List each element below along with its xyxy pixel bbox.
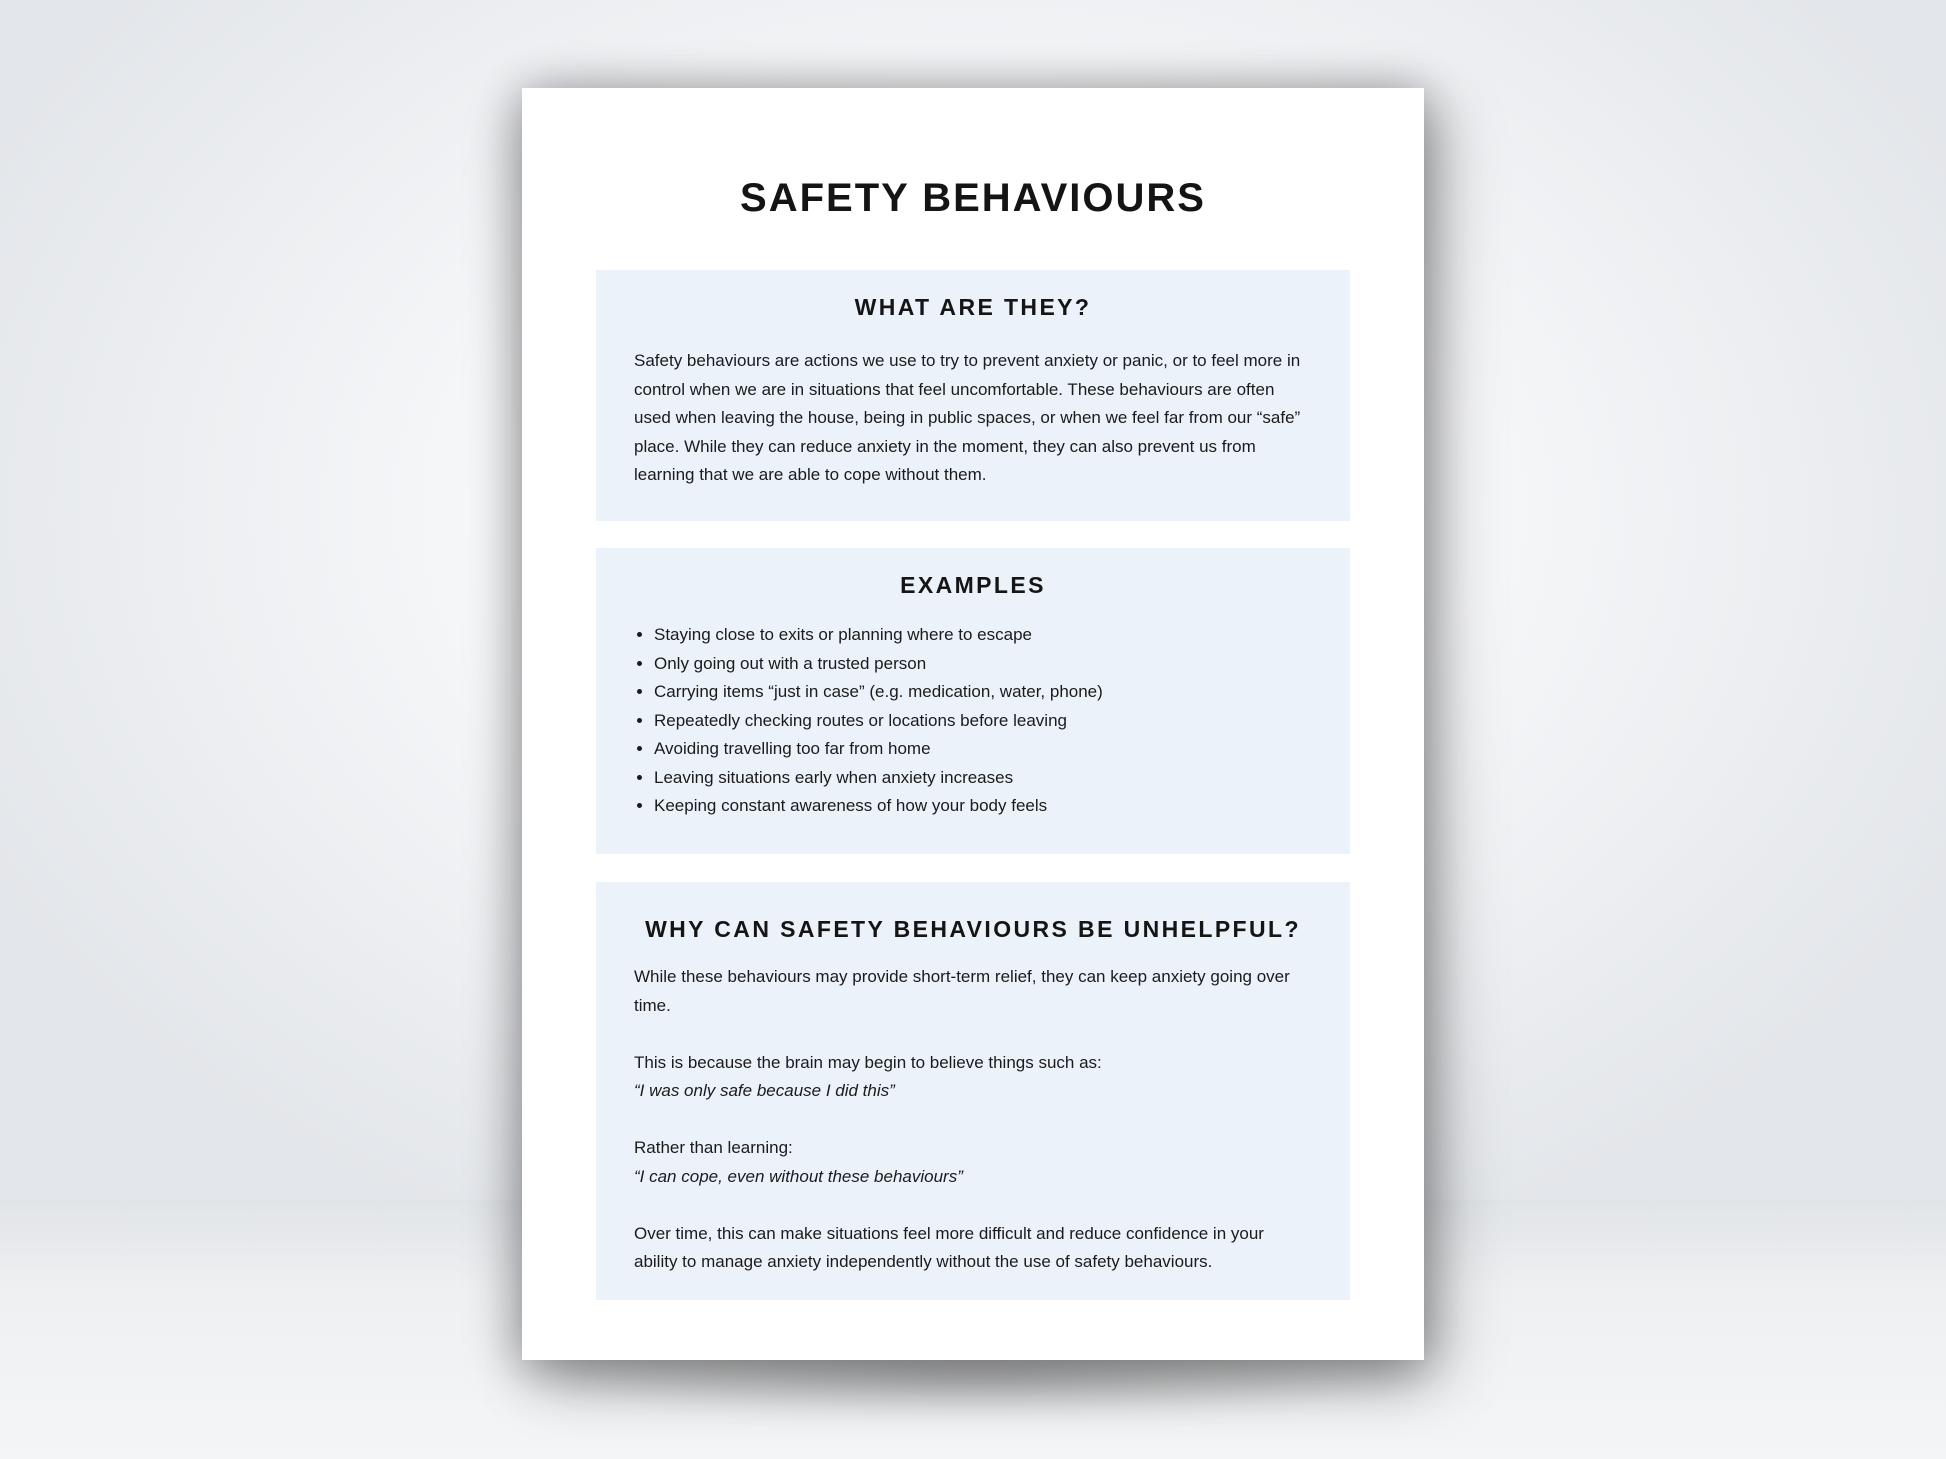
list-item: • Keeping constant awareness of how your body feels — [654, 792, 1312, 821]
belief-quote-text: “I was only safe because I did this” — [634, 1081, 895, 1100]
list-item: • Only going out with a trusted person — [654, 650, 1312, 679]
section-examples — [596, 548, 1350, 854]
worksheet-page — [522, 88, 1424, 1360]
belief-quote — [634, 1077, 1312, 1106]
list-item: • Avoiding travelling too far from home — [654, 735, 1312, 764]
list-item: • Leaving situations early when anxiety increases — [654, 764, 1312, 793]
examples-list — [634, 621, 1312, 821]
section-heading: WHY CAN SAFETY BEHAVIOURS BE UNHELPFUL? — [645, 916, 1301, 942]
learning-quote-text: “I can cope, even without these behaviours” — [634, 1166, 963, 1186]
list-item: • Carrying items “just in case” (e.g. medication, water, phone) — [654, 678, 1312, 707]
section-why-unhelpful — [596, 882, 1350, 1300]
belief-lead: This is because the brain may begin to believe things such as: — [634, 1052, 1102, 1072]
learning-quote — [634, 1163, 1312, 1192]
conclusion-paragraph: Over time, this can make situations feel more difficult and reduce confidence in your ability to manage anxiety independently without the use of safety behaviours. — [634, 1223, 1264, 1271]
section-body: Safety behaviours are actions we use to try to prevent anxiety or panic, or to feel more in control when we are in situations that feel uncomfortable. These behaviours are often used when leaving the house, being in public spaces, or when we feel far from our “safe” place. While they can reduce anxiety in the moment, they can also prevent us from learning that we are able to cope without them. — [634, 351, 1301, 484]
intro-paragraph: While these behaviours may provide short-term relief, they can keep anxiety going over time. — [634, 967, 1290, 1015]
learning-lead: Rather than learning: — [634, 1138, 793, 1157]
page-title: SAFETY BEHAVIOURS — [740, 176, 1206, 220]
list-item: • Repeatedly checking routes or locations before leaving — [654, 707, 1312, 736]
list-item: • Staying close to exits or planning where to escape — [654, 621, 1312, 650]
section-heading: EXAMPLES — [900, 572, 1046, 598]
section-heading: WHAT ARE THEY? — [854, 294, 1092, 320]
section-what-are-they — [596, 270, 1350, 521]
